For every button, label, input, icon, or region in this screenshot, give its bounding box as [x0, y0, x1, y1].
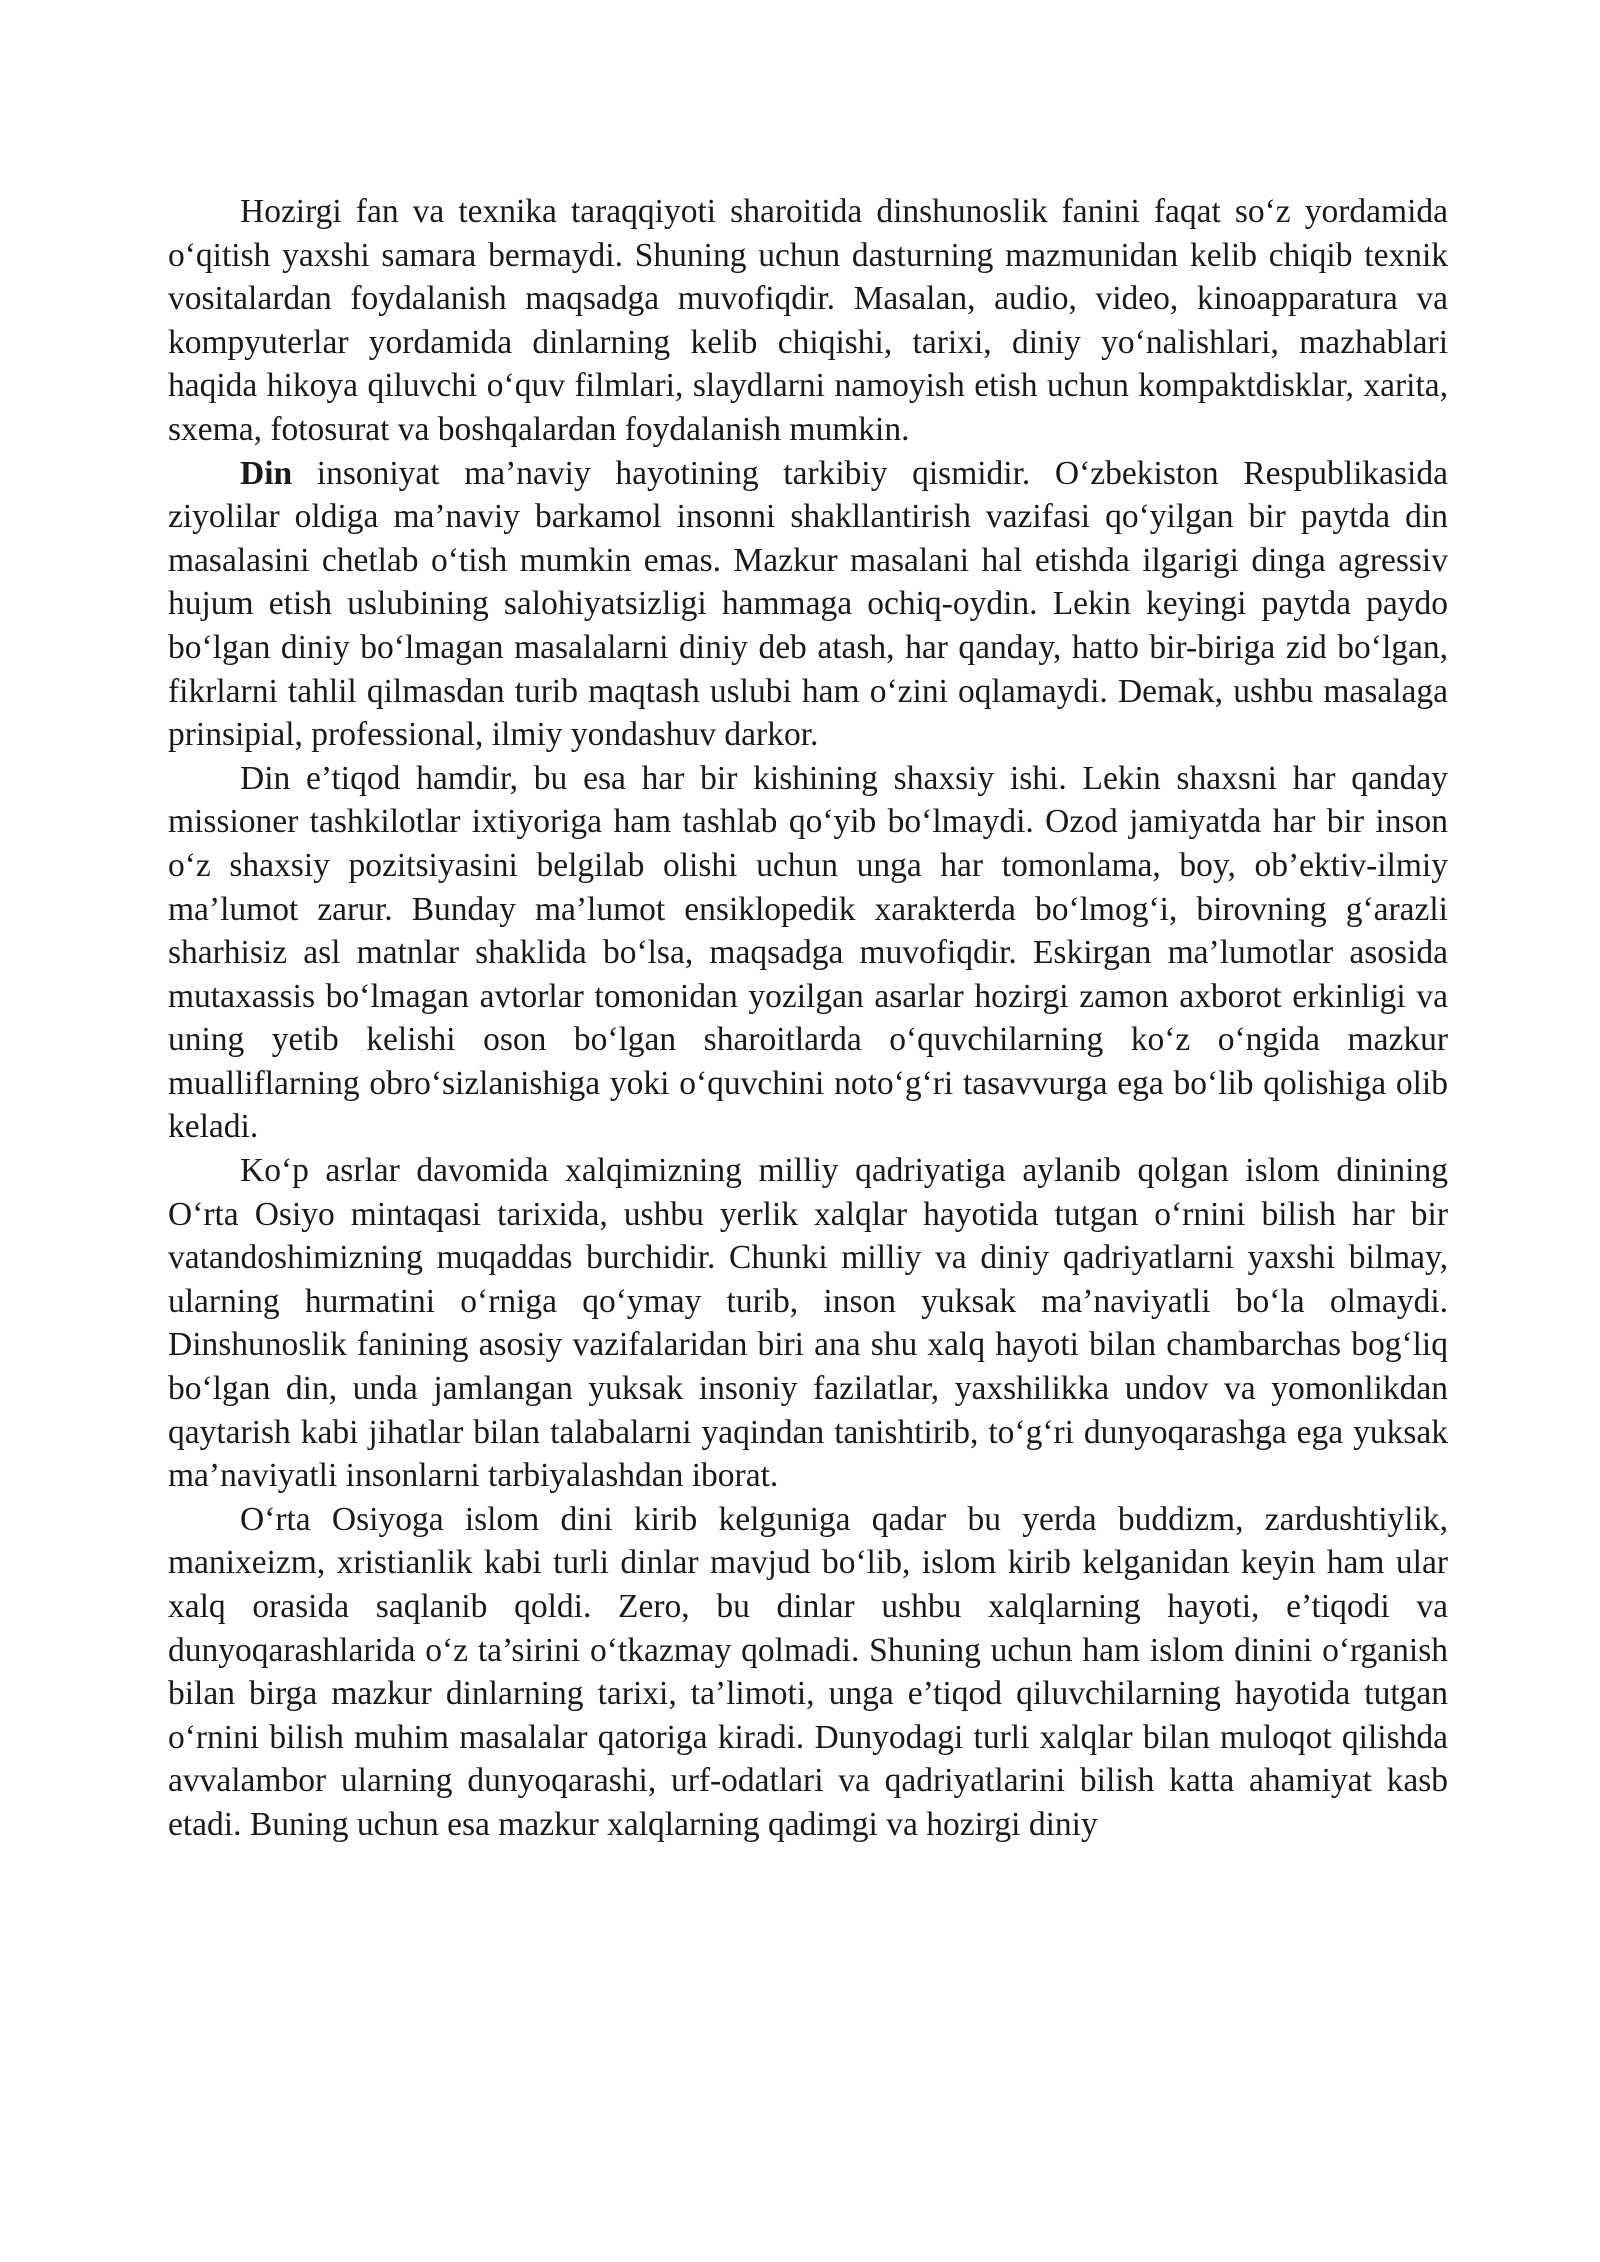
paragraph-3-text: Din e’tiqod hamdir, bu esa har bir kishining shaxsiy ishi. Lekin shaxsni har qanday missioner tashkilotlar ixtiyoriga ham tashlab qo‘yib bo‘lmaydi. Ozod jamiyatda har bir inson o‘z shaxsiy pozitsiyasini belgilab olishi uchun unga har tomonlama, boy, ob’ektiv-ilmiy ma’lumot zarur. Bunday ma’lumot ensiklopedik xarakterda bo‘lmog‘i, birovning g‘arazli sharhisiz asl matnlar shaklida bo‘lsa, maqsadga muvofiqdir. Eskirgan ma’lumotlar asosida mutaxassis bo‘lmagan avtorlar tomonidan yozilgan asarlar hozirgi zamon axborot erkinligi va uning yetib kelishi oson bo‘lgan sharoitlarda o‘quvchilarning ko‘z o‘ngida mazkur mualliflarning obro‘sizlanishiga yoki o‘quvchini noto‘g‘ri tasavvurga ega bo‘lib qolishiga olib keladi. — [168, 759, 1448, 1146]
paragraph-1-text: Hozirgi fan va texnika taraqqiyoti sharoitida dinshunoslik fanini faqat so‘z yordamida o‘qitish yaxshi samara bermaydi. Shuning uchun dasturning mazmunidan kelib chiqib texnik vositalardan foydalanish maqsadga muvofiqdir. Masalan, audio, video, kinoapparatura va kompyuterlar yordamida dinlarning kelib chiqishi, tarixi, diniy yo‘nalishlari, mazhablari haqida hikoya qiluvchi o‘quv filmlari, slaydlarni namoyish etish uchun kompaktdisklar, xarita, sxema, fotosurat va boshqalardan foydalanish mumkin. — [168, 193, 1448, 448]
paragraph-2-text: insoniyat ma’naviy hayotining tarkibiy qismidir. O‘zbekiston Respublikasida ziyolilar oldiga ma’naviy barkamol insonni shakllantirish vazifasi qo‘yilgan bir paytda din masalasini chetlab o‘tish mumkin emas. Mazkur masalani hal etishda ilgarigi dinga agressiv hujum etish uslubining salohiyatsizligi hammaga ochiq-oydin. Lekin keyingi paytda paydo bo‘lgan diniy bo‘lmagan masalalarni diniy deb atash, har qanday, hatto bir-biriga zid bo‘lgan, fikrlarni tahlil qilmasdan turib maqtash uslubi ham o‘zini oqlamaydi. Demak, ushbu masalaga prinsipial, professional, ilmiy yondashuv darkor. — [168, 454, 1448, 754]
paragraph-3 — [168, 757, 1448, 1149]
paragraph-1 — [168, 190, 1448, 452]
paragraph-2-bold-lead: Din — [240, 454, 293, 492]
paragraph-2 — [168, 452, 1448, 757]
paragraph-4-text: Ko‘p asrlar davomida xalqimizning milliy qadriyatiga aylanib qolgan islom dinining O‘rta Osiyo mintaqasi tarixida, ushbu yerlik xalqlar hayotida tutgan o‘rnini bilish har bir vatandoshimizning muqaddas burchidir. Chunki milliy va diniy qadriyatlarni yaxshi bilmay, ularning hurmatini o‘rniga qo‘ymay turib, inson yuksak ma’naviyatli bo‘la olmaydi. Dinshunoslik fanining asosiy vazifalaridan biri ana shu xalq hayoti bilan chambarchas bog‘liq bo‘lgan din, unda jamlangan yuksak insoniy fazilatlar, yaxshilikka undov va yomonlikdan qaytarish kabi jihatlar bilan talabalarni yaqindan tanishtirib, to‘g‘ri dunyoqarashga ega yuksak ma’naviyatli insonlarni tarbiyalashdan iborat. — [168, 1152, 1448, 1495]
paragraph-5-text: O‘rta Osiyoga islom dini kirib kelguniga qadar bu yerda buddizm, zardushtiylik, manixeizm, xristianlik kabi turli dinlar mavjud bo‘lib, islom kirib kelganidan keyin ham ular xalq orasida saqlanib qoldi. Zero, bu dinlar ushbu xalqlarning hayoti, e’tiqodi va dunyoqarashlarida o‘z ta’sirini o‘tkazmay qolmadi. Shuning uchun ham islom dinini o‘rganish bilan birga mazkur dinlarning tarixi, ta’limoti, unga e’tiqod qiluvchilarning hayotida tutgan o‘rnini bilish muhim masalalar qatoriga kiradi. Dunyodagi turli xalqlar bilan muloqot qilishda avvalambor ularning dunyoqarashi, urf-odatlari va qadriyatlarini bilish katta ahamiyat kasb etadi. Buning uchun esa mazkur xalqlarning qadimgi va hozirgi diniy — [168, 1500, 1448, 1843]
paragraph-5 — [168, 1498, 1448, 1847]
paragraph-4 — [168, 1149, 1448, 1498]
document-page — [168, 190, 1448, 1847]
